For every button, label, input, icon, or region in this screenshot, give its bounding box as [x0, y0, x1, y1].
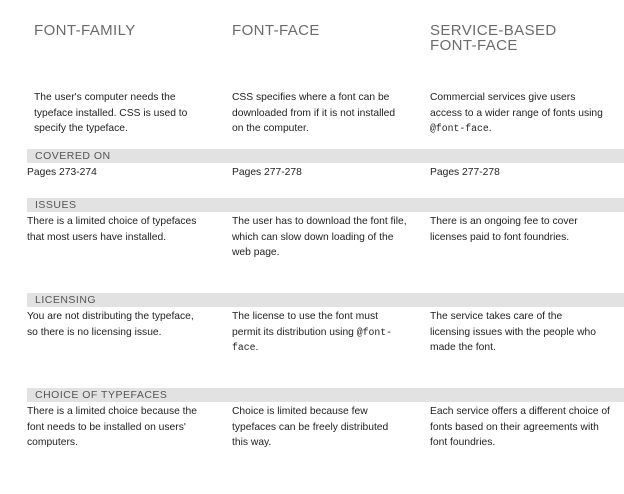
section-licensing: LICENSING	[27, 293, 624, 307]
covered-on-font-family: Pages 273-274	[27, 167, 97, 178]
choice-service-based: Each service offers a different choice of fonts based on their agreements with font foundries.	[430, 406, 610, 448]
issues-font-family: There is a limited choice of typefaces that most users have installed.	[27, 216, 197, 243]
issues-service-based: There is an ongoing fee to cover licenses paid to font foundries.	[430, 216, 578, 243]
intro-font-face: CSS specifies where a font can be downloaded from if it is not installed on the computer.	[232, 92, 396, 134]
intro-font-family: The user's computer needs the typeface installed. CSS is used to specify the typeface.	[34, 92, 188, 134]
header-font-face: FONT-FACE	[232, 22, 320, 39]
header-service-based-font-face: SERVICE-BASED FONT-FACE	[430, 22, 557, 54]
section-choice-of-typefaces: CHOICE OF TYPEFACES	[27, 388, 624, 402]
header-font-family: FONT-FAMILY	[34, 22, 136, 39]
licensing-font-face: The license to use the font must permit its distribution using @font-face.	[232, 311, 393, 353]
section-covered-on: COVERED ON	[27, 149, 624, 163]
issues-font-face: The user has to download the font file, which can slow down loading of the web page.	[232, 216, 407, 258]
covered-on-font-face: Pages 277-278	[232, 167, 302, 178]
licensing-service-based: The service takes care of the licensing issues with the people who made the font.	[430, 311, 596, 353]
licensing-font-family: You are not distributing the typeface, so there is no licensing issue.	[27, 311, 194, 338]
choice-font-face: Choice is limited because few typefaces can be freely distributed this way.	[232, 406, 389, 448]
choice-font-family: There is a limited choice because the font needs to be installed on users' computers.	[27, 406, 197, 448]
intro-service-based: Commercial services give users access to a wider range of fonts using @font-face.	[430, 92, 603, 134]
covered-on-service-based: Pages 277-278	[430, 167, 500, 178]
section-issues: ISSUES	[27, 198, 624, 212]
